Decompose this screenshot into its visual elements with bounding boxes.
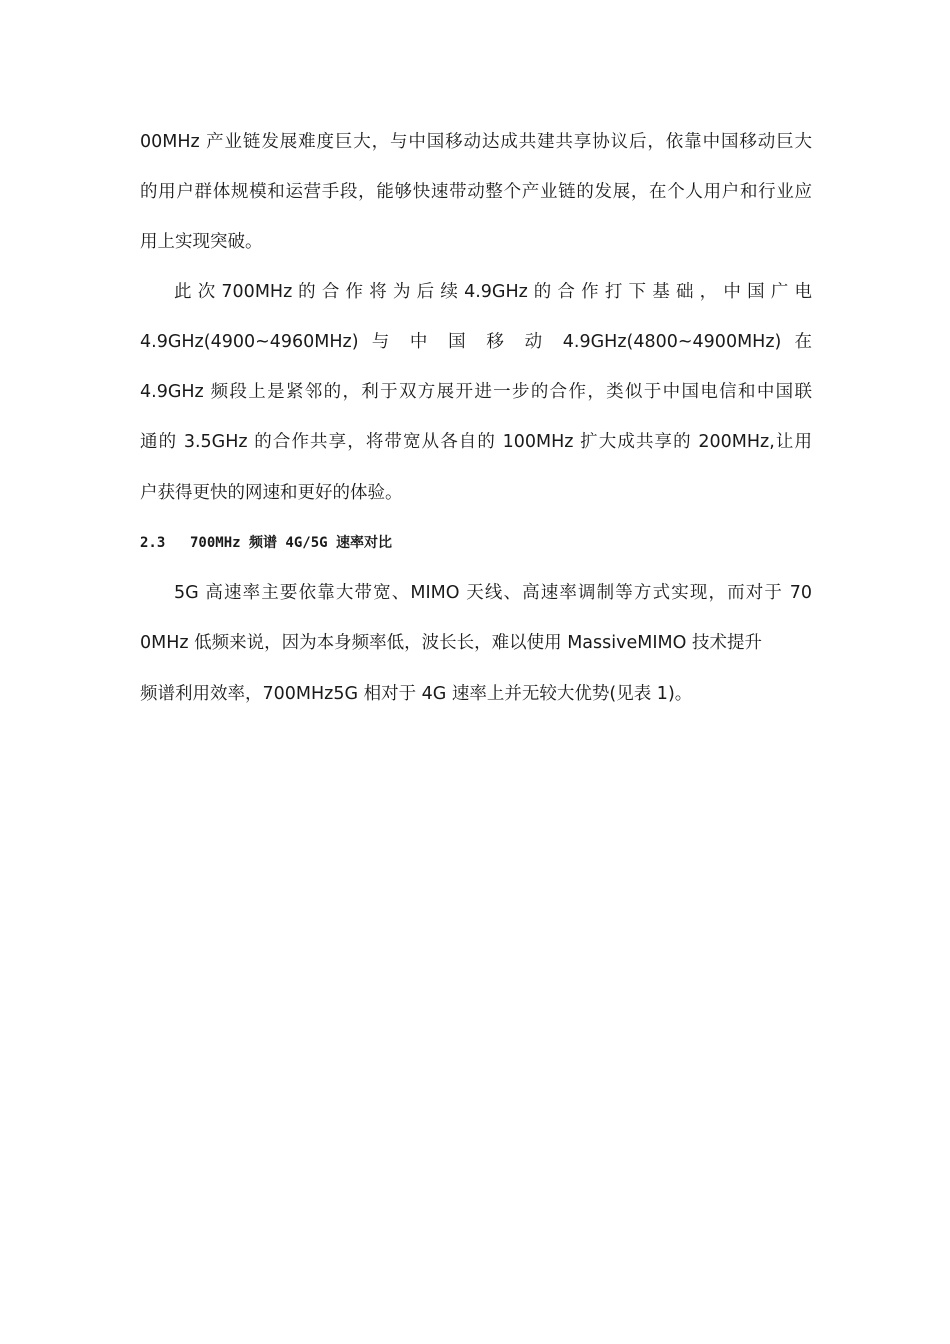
paragraph-2-line-5: 户获得更快的网速和更好的体验。 <box>140 483 403 503</box>
paragraph-2-line-2: 4.9GHz(4900~4960MHz) 与 中 国 移 动 4.9GHz(4800~4900MHz) 在 <box>140 332 812 352</box>
paragraph-2-line-3: 4.9GHz 频段上是紧邻的，利于双方展开进一步的合作，类似于中国电信和中国联 <box>140 382 812 402</box>
section-heading <box>140 533 392 553</box>
paragraph-1-line-3: 用上实现突破。 <box>140 232 263 252</box>
paragraph-2-line-1: 此 次 700MHz 的 合 作 将 为 后 续 4.9GHz 的 合 作 打 下 基 础 ， 中 国 广 电 <box>174 282 812 302</box>
paragraph-3-line-2: 0MHz 低频来说，因为本身频率低，波长长，难以使用 MassiveMIMO 技术提升 <box>140 633 762 653</box>
section-title: 700MHz 频谱 4G/5G 速率对比 <box>190 535 393 551</box>
paragraph-3-line-3: 频谱利用效率，700MHz5G 相对于 4G 速率上并无较大优势(见表 1)。 <box>140 684 693 704</box>
section-number: 2.3 <box>140 535 166 551</box>
paragraph-1-line-2: 的用户群体规模和运营手段，能够快速带动整个产业链的发展，在个人用户和行业应 <box>140 182 812 202</box>
paragraph-3-line-1: 5G 高速率主要依靠大带宽、MIMO 天线、高速率调制等方式实现，而对于 70 <box>174 583 812 603</box>
paragraph-2-line-4: 通的 3.5GHz 的合作共享，将带宽从各自的 100MHz 扩大成共享的 200MHz,让用 <box>140 432 812 452</box>
paragraph-1-line-1: 00MHz 产业链发展难度巨大，与中国移动达成共建共享协议后，依靠中国移动巨大 <box>140 132 812 152</box>
